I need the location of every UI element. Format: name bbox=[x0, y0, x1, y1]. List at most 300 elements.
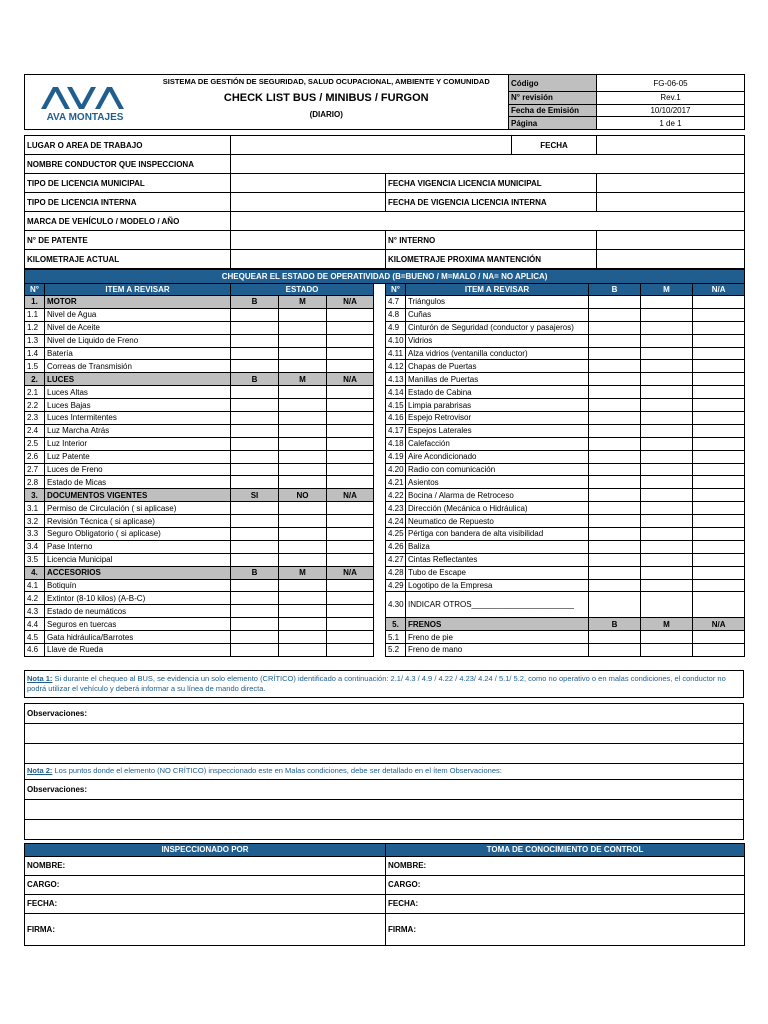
item-label: Pértiga con bandera de alta visibilidad bbox=[406, 528, 589, 541]
checklist-row bbox=[25, 334, 745, 347]
status-cell-b[interactable] bbox=[231, 360, 279, 373]
status-cell-m[interactable] bbox=[641, 424, 693, 437]
item-label: Asientos bbox=[406, 476, 589, 489]
item-label: Freno de mano bbox=[406, 644, 589, 657]
status-col-label: B bbox=[589, 618, 641, 631]
status-cell-m[interactable] bbox=[641, 540, 693, 553]
status-cell-na[interactable] bbox=[327, 528, 374, 541]
status-cell-na[interactable] bbox=[693, 592, 745, 618]
status-cell-m[interactable] bbox=[279, 399, 327, 412]
status-cell-na[interactable] bbox=[693, 553, 745, 566]
nota-1-text: Si durante el chequeo al BUS, se evidencia un solo elemento (CRÍTICO) identificado a continuación: 2.1/ 4.3 / 4.9 / 4.22 / 4.23/ 4.24 / 5.1/ 5.2, como no operativo o en malas condiciones, el conductor no podrá utilizar el vehículo y deberá informar a su línea de mando directa. bbox=[27, 673, 726, 693]
field-label: FECHA bbox=[512, 136, 597, 155]
status-col-label: N/A bbox=[327, 489, 374, 502]
status-cell-m[interactable] bbox=[641, 450, 693, 463]
checklist-row bbox=[25, 412, 745, 425]
status-cell-na[interactable] bbox=[327, 386, 374, 399]
status-cell-na[interactable] bbox=[693, 424, 745, 437]
status-cell-m[interactable] bbox=[279, 618, 327, 631]
status-cell-b[interactable] bbox=[231, 412, 279, 425]
status-cell-na[interactable] bbox=[693, 347, 745, 360]
field-label: KILOMETRAJE ACTUAL bbox=[25, 250, 231, 269]
field-label: FECHA DE VIGENCIA LICENCIA INTERNA bbox=[386, 193, 597, 212]
item-number: 1.1 bbox=[25, 308, 45, 321]
status-cell-na[interactable] bbox=[327, 308, 374, 321]
patente-input[interactable] bbox=[231, 231, 386, 250]
field-label: KILOMETRAJE PROXIMA MANTENCIÓN bbox=[386, 250, 597, 269]
column-gap bbox=[374, 347, 386, 360]
meta-label: Código bbox=[509, 75, 597, 92]
item-number: 4.15 bbox=[386, 399, 406, 412]
status-cell-m[interactable] bbox=[279, 592, 327, 605]
status-cell-b[interactable] bbox=[589, 412, 641, 425]
status-cell-m[interactable] bbox=[641, 515, 693, 528]
marca-input[interactable] bbox=[231, 212, 745, 231]
status-cell-m[interactable] bbox=[641, 528, 693, 541]
status-cell-na[interactable] bbox=[693, 579, 745, 592]
status-cell-na[interactable] bbox=[693, 334, 745, 347]
column-gap bbox=[374, 592, 386, 605]
item-number: 3.5 bbox=[25, 553, 45, 566]
fecha-input[interactable] bbox=[597, 136, 745, 155]
km-proxima-input[interactable] bbox=[597, 250, 745, 269]
col-n: N° bbox=[25, 284, 45, 296]
status-cell-na[interactable] bbox=[693, 373, 745, 386]
status-cell-m[interactable] bbox=[279, 644, 327, 657]
status-cell-na[interactable] bbox=[693, 515, 745, 528]
checklist-row bbox=[25, 373, 745, 386]
status-cell-b[interactable] bbox=[589, 502, 641, 515]
status-cell-b[interactable] bbox=[589, 592, 641, 618]
status-cell-na[interactable] bbox=[693, 321, 745, 334]
observaciones-line[interactable] bbox=[25, 743, 744, 763]
status-cell-m[interactable] bbox=[641, 386, 693, 399]
status-cell-b[interactable] bbox=[589, 424, 641, 437]
status-cell-b[interactable] bbox=[589, 540, 641, 553]
status-cell-b[interactable] bbox=[589, 631, 641, 644]
status-cell-m[interactable] bbox=[641, 489, 693, 502]
checklist-row bbox=[25, 347, 745, 360]
item-number: 5.1 bbox=[386, 631, 406, 644]
status-cell-b[interactable] bbox=[589, 489, 641, 502]
item-number: 4.3 bbox=[25, 605, 45, 618]
item-number: 4.28 bbox=[386, 566, 406, 579]
status-cell-b[interactable] bbox=[589, 321, 641, 334]
item-number: 4.10 bbox=[386, 334, 406, 347]
status-cell-m[interactable] bbox=[641, 592, 693, 618]
status-cell-m[interactable] bbox=[279, 347, 327, 360]
item-label: Triángulos bbox=[406, 296, 589, 309]
vig-interna-input[interactable] bbox=[597, 193, 745, 212]
status-cell-na[interactable] bbox=[327, 592, 374, 605]
status-cell-m[interactable] bbox=[641, 321, 693, 334]
nombre-field[interactable]: NOMBRE: bbox=[25, 856, 386, 875]
fecha-field[interactable]: FECHA: bbox=[386, 894, 745, 913]
col-item: ITEM A REVISAR bbox=[406, 284, 589, 296]
status-cell-b[interactable] bbox=[231, 605, 279, 618]
status-cell-na[interactable] bbox=[327, 450, 374, 463]
status-cell-na[interactable] bbox=[693, 399, 745, 412]
field-label: N° DE PATENTE bbox=[25, 231, 231, 250]
status-cell-b[interactable] bbox=[589, 463, 641, 476]
checklist-row bbox=[25, 386, 745, 399]
checklist-row bbox=[25, 321, 745, 334]
checklist-row bbox=[25, 579, 745, 592]
status-cell-b[interactable] bbox=[231, 528, 279, 541]
item-number: 3.1 bbox=[25, 502, 45, 515]
item-number: 4.26 bbox=[386, 540, 406, 553]
signature-section bbox=[24, 843, 745, 946]
item-label: Cuñas bbox=[406, 308, 589, 321]
status-cell-b[interactable] bbox=[231, 515, 279, 528]
field-label: NOMBRE CONDUCTOR QUE INSPECCIONA bbox=[25, 155, 231, 174]
item-label: Chapas de Puertas bbox=[406, 360, 589, 373]
status-cell-m[interactable] bbox=[641, 631, 693, 644]
col-m: M bbox=[641, 284, 693, 296]
item-label: Estado de Cabina bbox=[406, 386, 589, 399]
status-cell-na[interactable] bbox=[693, 566, 745, 579]
column-gap bbox=[374, 605, 386, 618]
status-cell-m[interactable] bbox=[279, 412, 327, 425]
item-label: Nivel de Aceite bbox=[45, 321, 231, 334]
item-number: 4.25 bbox=[386, 528, 406, 541]
status-cell-na[interactable] bbox=[693, 386, 745, 399]
status-cell-na[interactable] bbox=[693, 502, 745, 515]
column-gap bbox=[374, 515, 386, 528]
km-actual-input[interactable] bbox=[231, 250, 386, 269]
checklist-row bbox=[25, 528, 745, 541]
status-cell-b[interactable] bbox=[589, 644, 641, 657]
status-cell-na[interactable] bbox=[327, 399, 374, 412]
section-number: 3. bbox=[25, 489, 45, 502]
section-title: MOTOR bbox=[45, 296, 231, 309]
status-cell-na[interactable] bbox=[327, 334, 374, 347]
status-cell-m[interactable] bbox=[641, 463, 693, 476]
status-cell-na[interactable] bbox=[693, 489, 745, 502]
item-label: Calefacción bbox=[406, 437, 589, 450]
status-cell-na[interactable] bbox=[693, 540, 745, 553]
field-label: FECHA VIGENCIA LICENCIA MUNICIPAL bbox=[386, 174, 597, 193]
status-cell-b[interactable] bbox=[589, 515, 641, 528]
status-cell-na[interactable] bbox=[327, 618, 374, 631]
status-cell-m[interactable] bbox=[279, 360, 327, 373]
status-cell-na[interactable] bbox=[693, 412, 745, 425]
status-cell-b[interactable] bbox=[589, 386, 641, 399]
item-number: 1.3 bbox=[25, 334, 45, 347]
status-cell-b[interactable] bbox=[231, 424, 279, 437]
status-cell-na[interactable] bbox=[327, 644, 374, 657]
status-cell-m[interactable] bbox=[279, 437, 327, 450]
firma-field[interactable]: FIRMA: bbox=[386, 913, 745, 945]
status-cell-m[interactable] bbox=[279, 463, 327, 476]
status-cell-m[interactable] bbox=[641, 644, 693, 657]
item-number: 4.16 bbox=[386, 412, 406, 425]
status-cell-b[interactable] bbox=[231, 308, 279, 321]
status-cell-b[interactable] bbox=[589, 347, 641, 360]
status-cell-b[interactable] bbox=[231, 644, 279, 657]
lic-interna-input[interactable] bbox=[231, 193, 386, 212]
status-cell-m[interactable] bbox=[641, 437, 693, 450]
status-cell-b[interactable] bbox=[231, 334, 279, 347]
status-cell-na[interactable] bbox=[327, 605, 374, 618]
meta-value: FG-06-05 bbox=[597, 75, 745, 92]
status-cell-b[interactable] bbox=[231, 347, 279, 360]
status-cell-m[interactable] bbox=[641, 476, 693, 489]
status-cell-m[interactable] bbox=[641, 566, 693, 579]
observaciones-line[interactable] bbox=[25, 723, 744, 743]
section-title: DOCUMENTOS VIGENTES bbox=[45, 489, 231, 502]
status-cell-b[interactable] bbox=[231, 540, 279, 553]
status-cell-b[interactable] bbox=[589, 476, 641, 489]
col-item: ITEM A REVISAR bbox=[45, 284, 231, 296]
col-n: N° bbox=[386, 284, 406, 296]
nota-2 bbox=[25, 763, 744, 779]
status-cell-m[interactable] bbox=[279, 515, 327, 528]
status-cell-na[interactable] bbox=[327, 463, 374, 476]
status-cell-b[interactable] bbox=[589, 579, 641, 592]
status-cell-na[interactable] bbox=[693, 476, 745, 489]
document-header bbox=[24, 74, 745, 130]
status-cell-m[interactable] bbox=[279, 528, 327, 541]
field-label: TIPO DE LICENCIA INTERNA bbox=[25, 193, 231, 212]
item-label: Botiquín bbox=[45, 579, 231, 592]
column-gap bbox=[374, 321, 386, 334]
status-cell-b[interactable] bbox=[231, 553, 279, 566]
cargo-field[interactable]: CARGO: bbox=[25, 875, 386, 894]
item-label: Alza vidrios (ventanilla conductor) bbox=[406, 347, 589, 360]
item-number: 4.29 bbox=[386, 579, 406, 592]
status-cell-na[interactable] bbox=[327, 412, 374, 425]
status-cell-m[interactable] bbox=[641, 579, 693, 592]
notes-section bbox=[24, 670, 744, 840]
lugar-input[interactable] bbox=[231, 136, 512, 155]
status-cell-b[interactable] bbox=[231, 437, 279, 450]
status-cell-b[interactable] bbox=[589, 360, 641, 373]
item-label: Estado de neumáticos bbox=[45, 605, 231, 618]
status-cell-b[interactable] bbox=[231, 592, 279, 605]
status-cell-m[interactable] bbox=[279, 450, 327, 463]
status-cell-m[interactable] bbox=[641, 502, 693, 515]
status-cell-na[interactable] bbox=[693, 463, 745, 476]
section-title: LUCES bbox=[45, 373, 231, 386]
status-col-label: B bbox=[231, 296, 279, 309]
item-label: Espejo Retrovisor bbox=[406, 412, 589, 425]
status-cell-na[interactable] bbox=[327, 515, 374, 528]
item-number: 4.11 bbox=[386, 347, 406, 360]
status-cell-na[interactable] bbox=[327, 437, 374, 450]
column-gap bbox=[374, 463, 386, 476]
status-cell-b[interactable] bbox=[589, 399, 641, 412]
lic-municipal-input[interactable] bbox=[231, 174, 386, 193]
status-cell-na[interactable] bbox=[693, 528, 745, 541]
checklist-row bbox=[25, 476, 745, 489]
status-cell-m[interactable] bbox=[641, 347, 693, 360]
status-cell-m[interactable] bbox=[641, 360, 693, 373]
status-cell-b[interactable] bbox=[589, 308, 641, 321]
status-cell-m[interactable] bbox=[279, 540, 327, 553]
vig-municipal-input[interactable] bbox=[597, 174, 745, 193]
status-cell-b[interactable] bbox=[589, 566, 641, 579]
status-cell-b[interactable] bbox=[231, 579, 279, 592]
item-number: 3.2 bbox=[25, 515, 45, 528]
item-number: 2.5 bbox=[25, 437, 45, 450]
status-cell-m[interactable] bbox=[641, 296, 693, 309]
firma-field[interactable]: FIRMA: bbox=[25, 913, 386, 945]
status-col-label: N/A bbox=[327, 296, 374, 309]
observaciones-line[interactable] bbox=[25, 819, 744, 839]
item-label: Seguros en tuercas bbox=[45, 618, 231, 631]
column-gap bbox=[374, 284, 386, 296]
cargo-field[interactable]: CARGO: bbox=[386, 875, 745, 894]
status-cell-na[interactable] bbox=[327, 360, 374, 373]
meta-label: Página bbox=[509, 117, 597, 130]
form-title: CHECK LIST BUS / MINIBUS / FURGON bbox=[223, 92, 429, 104]
status-cell-m[interactable] bbox=[641, 412, 693, 425]
fecha-field[interactable]: FECHA: bbox=[25, 894, 386, 913]
status-cell-m[interactable] bbox=[279, 631, 327, 644]
status-cell-m[interactable] bbox=[279, 424, 327, 437]
item-number: 4.19 bbox=[386, 450, 406, 463]
conductor-input[interactable] bbox=[231, 155, 745, 174]
status-cell-b[interactable] bbox=[231, 618, 279, 631]
status-cell-na[interactable] bbox=[327, 476, 374, 489]
item-label: Llave de Rueda bbox=[45, 644, 231, 657]
status-cell-m[interactable] bbox=[641, 373, 693, 386]
item-label: Nivel de Agua bbox=[45, 308, 231, 321]
item-label: Luz Interior bbox=[45, 437, 231, 450]
status-cell-m[interactable] bbox=[641, 334, 693, 347]
interno-input[interactable] bbox=[597, 231, 745, 250]
item-number: 4.4 bbox=[25, 618, 45, 631]
section-title: FRENOS bbox=[406, 618, 589, 631]
status-cell-m[interactable] bbox=[279, 605, 327, 618]
nota-1-label: Nota 1: bbox=[27, 673, 53, 683]
item-label: INDICAR OTROS_______________________ bbox=[406, 592, 589, 618]
item-number: 1.2 bbox=[25, 321, 45, 334]
column-gap bbox=[374, 528, 386, 541]
status-cell-b[interactable] bbox=[589, 373, 641, 386]
status-cell-b[interactable] bbox=[231, 463, 279, 476]
item-number: 4.2 bbox=[25, 592, 45, 605]
status-cell-na[interactable] bbox=[327, 553, 374, 566]
item-number: 4.12 bbox=[386, 360, 406, 373]
status-cell-b[interactable] bbox=[231, 450, 279, 463]
column-gap bbox=[374, 296, 386, 309]
column-gap bbox=[374, 386, 386, 399]
item-number: 4.9 bbox=[386, 321, 406, 334]
meta-label: Fecha de Emisión bbox=[509, 104, 597, 117]
status-cell-na[interactable] bbox=[693, 644, 745, 657]
status-cell-na[interactable] bbox=[693, 437, 745, 450]
section-number: 5. bbox=[386, 618, 406, 631]
status-cell-m[interactable] bbox=[279, 502, 327, 515]
status-cell-m[interactable] bbox=[279, 334, 327, 347]
status-cell-na[interactable] bbox=[693, 296, 745, 309]
checklist-row bbox=[25, 489, 745, 502]
column-gap bbox=[374, 631, 386, 644]
item-label: Luces de Freno bbox=[45, 463, 231, 476]
checklist-row bbox=[25, 424, 745, 437]
status-cell-b[interactable] bbox=[231, 386, 279, 399]
status-cell-b[interactable] bbox=[589, 296, 641, 309]
status-cell-na[interactable] bbox=[693, 450, 745, 463]
status-cell-b[interactable] bbox=[589, 334, 641, 347]
status-cell-m[interactable] bbox=[279, 476, 327, 489]
column-gap bbox=[374, 540, 386, 553]
status-cell-m[interactable] bbox=[641, 308, 693, 321]
status-cell-na[interactable] bbox=[327, 502, 374, 515]
checklist-row bbox=[25, 502, 745, 515]
status-cell-b[interactable] bbox=[231, 502, 279, 515]
column-gap bbox=[374, 412, 386, 425]
item-number: 2.3 bbox=[25, 412, 45, 425]
status-cell-m[interactable] bbox=[279, 553, 327, 566]
item-label: Tubo de Escape bbox=[406, 566, 589, 579]
nombre-field[interactable]: NOMBRE: bbox=[386, 856, 745, 875]
status-cell-b[interactable] bbox=[589, 528, 641, 541]
column-gap bbox=[374, 553, 386, 566]
item-number: 2.2 bbox=[25, 399, 45, 412]
ava-logo-icon bbox=[27, 75, 143, 127]
item-number: 2.1 bbox=[25, 386, 45, 399]
status-cell-na[interactable] bbox=[327, 540, 374, 553]
section-number: 1. bbox=[25, 296, 45, 309]
status-cell-na[interactable] bbox=[327, 631, 374, 644]
status-col-label: M bbox=[279, 566, 327, 579]
status-cell-b[interactable] bbox=[589, 437, 641, 450]
status-cell-b[interactable] bbox=[231, 476, 279, 489]
status-cell-na[interactable] bbox=[693, 631, 745, 644]
field-label: LUGAR O AREA DE TRABAJO bbox=[25, 136, 231, 155]
status-cell-b[interactable] bbox=[231, 631, 279, 644]
status-cell-m[interactable] bbox=[641, 399, 693, 412]
status-col-label: N/A bbox=[693, 618, 745, 631]
column-gap bbox=[374, 334, 386, 347]
status-cell-m[interactable] bbox=[279, 321, 327, 334]
column-gap bbox=[374, 644, 386, 657]
item-label: Manillas de Puertas bbox=[406, 373, 589, 386]
observaciones-line[interactable] bbox=[25, 799, 744, 819]
checklist-sheet bbox=[24, 74, 744, 946]
status-cell-na[interactable] bbox=[327, 579, 374, 592]
item-label: Limpia parabrisas bbox=[406, 399, 589, 412]
column-gap bbox=[374, 373, 386, 386]
status-cell-b[interactable] bbox=[231, 321, 279, 334]
item-number: 4.8 bbox=[386, 308, 406, 321]
item-number: 4.13 bbox=[386, 373, 406, 386]
item-label: Seguro Obligatorio ( si aplicase) bbox=[45, 528, 231, 541]
status-cell-na[interactable] bbox=[327, 321, 374, 334]
item-label: Correas de Transmisión bbox=[45, 360, 231, 373]
checklist-row bbox=[25, 296, 745, 309]
status-cell-m[interactable] bbox=[641, 553, 693, 566]
status-cell-na[interactable] bbox=[327, 347, 374, 360]
column-gap bbox=[374, 399, 386, 412]
status-cell-b[interactable] bbox=[231, 399, 279, 412]
status-cell-m[interactable] bbox=[279, 579, 327, 592]
item-label: Gata hidráulica/Barrotes bbox=[45, 631, 231, 644]
status-cell-m[interactable] bbox=[279, 386, 327, 399]
status-cell-na[interactable] bbox=[693, 308, 745, 321]
checklist-row bbox=[25, 566, 745, 579]
status-cell-b[interactable] bbox=[589, 553, 641, 566]
nota-2-text: Los puntos donde el elemento (NO CRÍTICO) inspeccionado este en Malas condiciones, debe ser detallado en el ítem Observaciones: bbox=[54, 766, 502, 776]
item-label: Batería bbox=[45, 347, 231, 360]
status-cell-m[interactable] bbox=[279, 308, 327, 321]
status-cell-b[interactable] bbox=[589, 450, 641, 463]
status-cell-na[interactable] bbox=[693, 360, 745, 373]
status-cell-na[interactable] bbox=[327, 424, 374, 437]
